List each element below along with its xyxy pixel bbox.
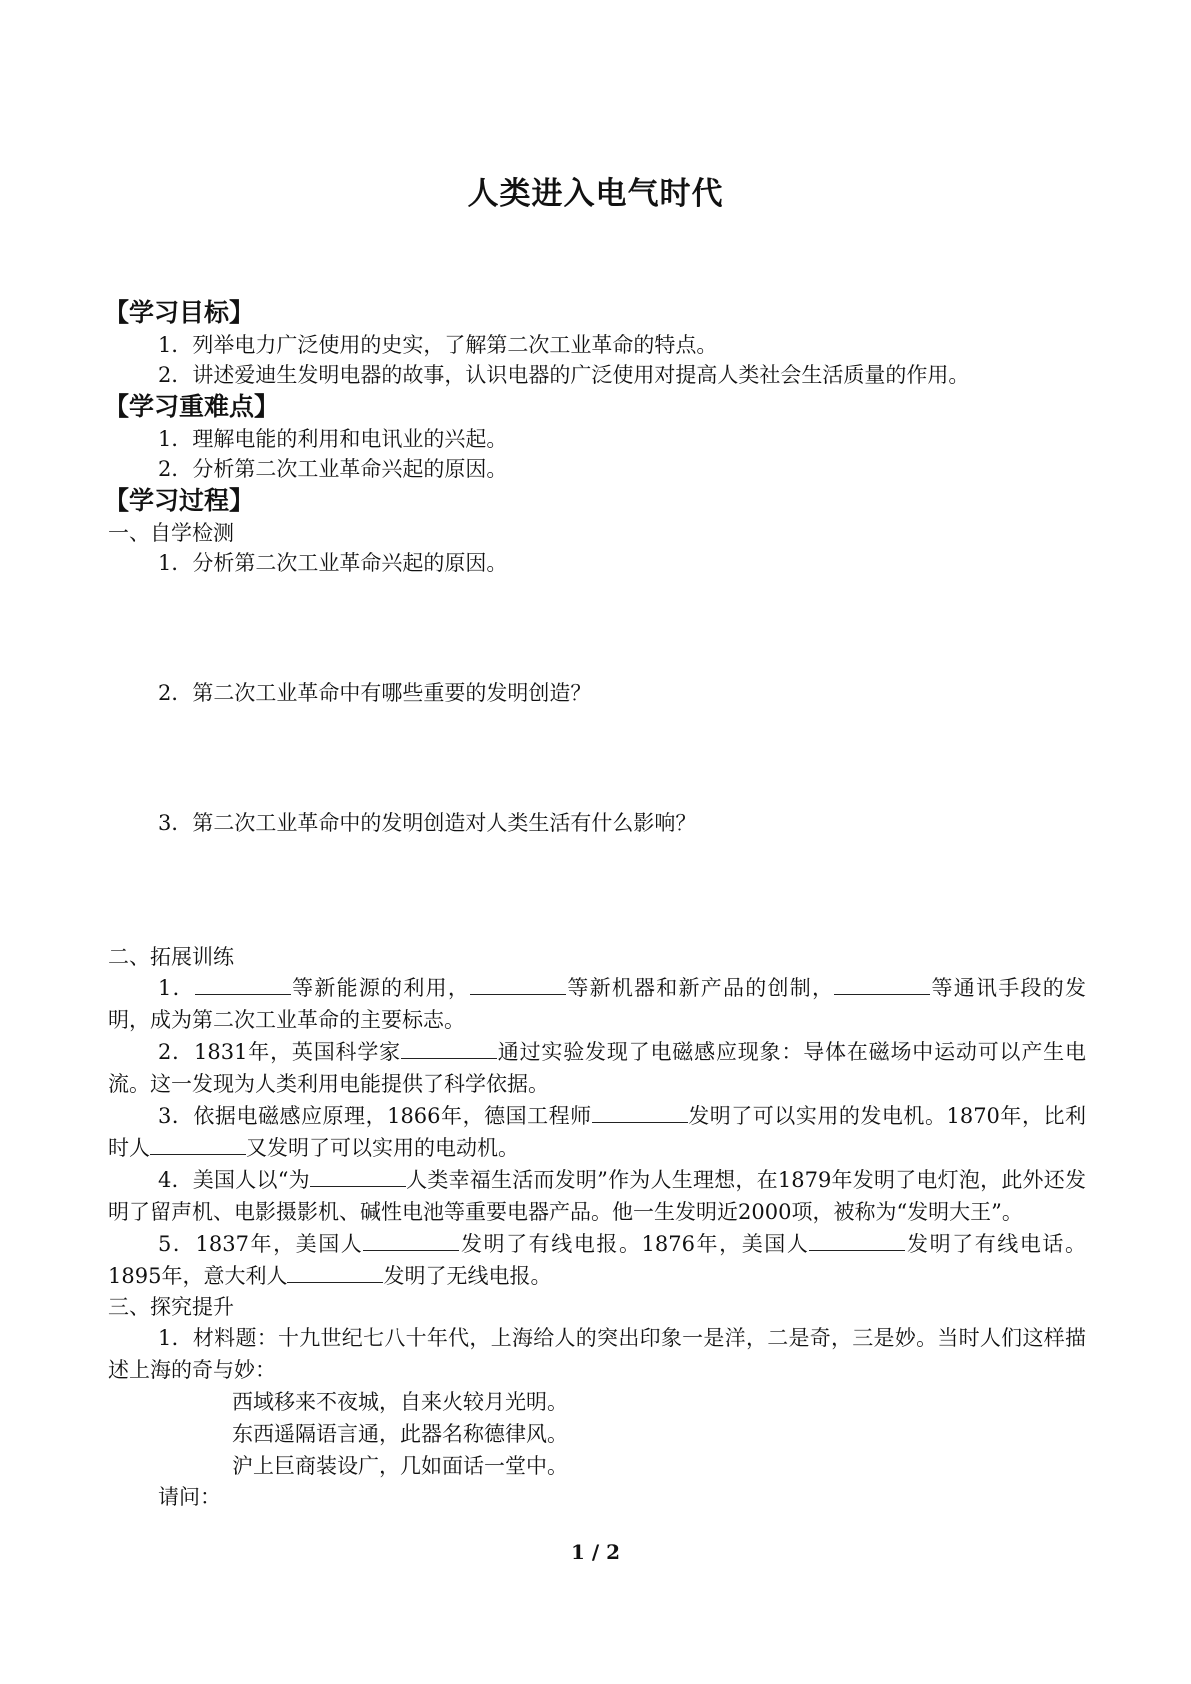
answer-blank[interactable] xyxy=(310,1166,406,1187)
page-number: 1 / 2 xyxy=(570,1540,621,1564)
answer-blank[interactable] xyxy=(195,974,291,995)
page-title: 人类进入电气时代 xyxy=(467,176,724,212)
answer-blank[interactable] xyxy=(592,1102,688,1123)
key-points-heading: 【学习重难点】 xyxy=(104,392,280,421)
inquiry-heading: 三、探究提升 xyxy=(108,1295,234,1319)
objective-item: 2．讲述爱迪生发明电器的故事，认识电器的广泛使用对提高人类社会生活质量的作用。 xyxy=(158,363,970,387)
ask-label: 请问： xyxy=(158,1485,221,1509)
answer-blank[interactable] xyxy=(363,1230,459,1251)
answer-blank[interactable] xyxy=(401,1038,497,1059)
fill-question-3: 3．依据电磁感应原理，1866年，德国工程师 发明了可以实用的发电机。1870年，比利时人 又发明了可以实用的电动机。 xyxy=(108,1104,1086,1160)
answer-space xyxy=(108,578,1086,678)
objectives-heading: 【学习目标】 xyxy=(104,298,255,327)
self-check-question: 2．第二次工业革命中有哪些重要的发明创造？ xyxy=(158,681,592,705)
answer-space xyxy=(108,838,1086,942)
answer-blank[interactable] xyxy=(287,1262,383,1283)
key-point-item: 2．分析第二次工业革命兴起的原因。 xyxy=(158,457,508,481)
material-question: 1．材料题：十九世纪七八十年代，上海给人的突出印象一是洋，二是奇，三是妙。当时人们这样描述上海的奇与妙： xyxy=(108,1326,1086,1382)
process-heading: 【学习过程】 xyxy=(104,486,255,515)
extension-heading: 二、拓展训练 xyxy=(108,945,234,969)
answer-blank[interactable] xyxy=(470,974,566,995)
answer-blank[interactable] xyxy=(150,1134,246,1155)
poem-line: 沪上巨商装设广，几如面话一堂中。 xyxy=(232,1454,568,1478)
answer-space xyxy=(108,708,1086,808)
self-check-heading: 一、自学检测 xyxy=(108,521,234,545)
document-body xyxy=(104,296,1087,1512)
objective-item: 1．列举电力广泛使用的史实，了解第二次工业革命的特点。 xyxy=(158,333,718,357)
poem-line: 西域移来不夜城，自来火较月光明。 xyxy=(232,1390,568,1414)
answer-blank[interactable] xyxy=(809,1230,905,1251)
fill-question-4: 4．美国人以“为 人类幸福生活而发明”作为人生理想，在1879年发明了电灯泡，此外还发明了留声机、电影摄影机、碱性电池等重要电器产品。他一生发明近2000项，被称为“发明大王”。 xyxy=(108,1168,1086,1224)
fill-question-2: 2．1831年，英国科学家 通过实验发现了电磁感应现象：导体在磁场中运动可以产生电流。这一发现为人类利用电能提供了科学依据。 xyxy=(108,1040,1086,1096)
answer-blank[interactable] xyxy=(834,974,930,995)
fill-question-5: 5．1837年，美国人 发明了有线电报。1876年，美国人 发明了有线电话。1895年，意大利人 发明了无线电报。 xyxy=(108,1232,1086,1288)
fill-question-1: 1． 等新能源的利用， 等新机器和新产品的创制， 等通讯手段的发明，成为第二次工业革命的主要标志。 xyxy=(108,976,1087,1032)
key-point-item: 1．理解电能的利用和电讯业的兴起。 xyxy=(158,427,508,451)
self-check-question: 1．分析第二次工业革命兴起的原因。 xyxy=(158,551,508,575)
poem-line: 东西遥隔语言通，此器名称德律风。 xyxy=(232,1422,568,1446)
self-check-question: 3．第二次工业革命中的发明创造对人类生活有什么影响？ xyxy=(158,811,697,835)
